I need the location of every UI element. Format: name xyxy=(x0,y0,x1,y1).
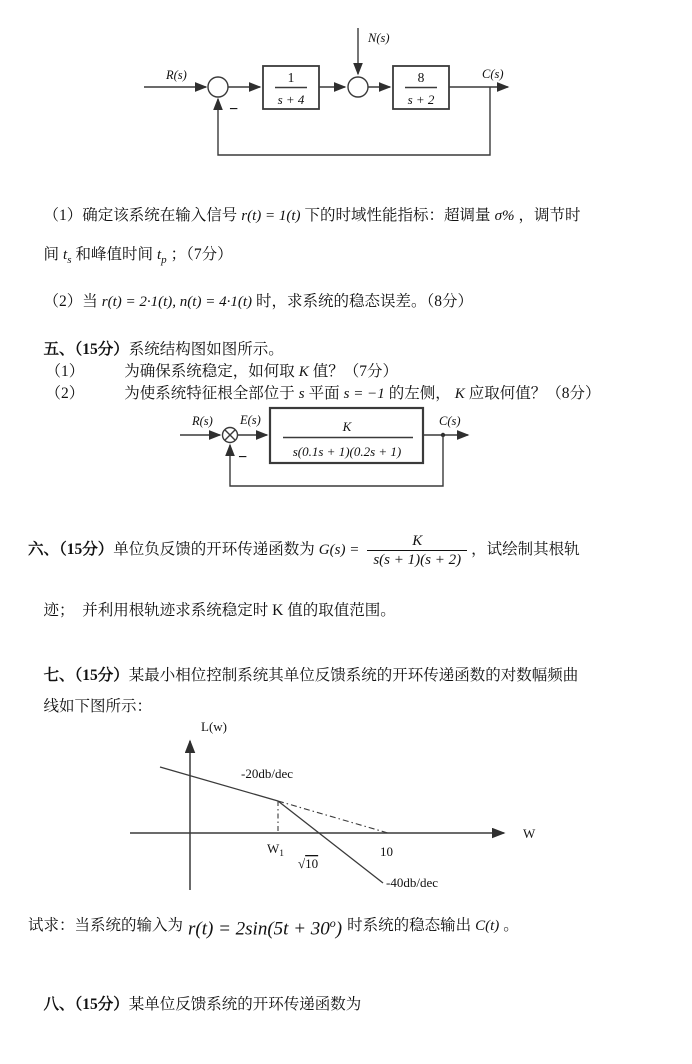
q7-ask-line xyxy=(28,908,519,944)
q6-number: 六、（15分） xyxy=(28,541,114,558)
q5-number: 五、（15分） xyxy=(43,341,129,358)
math-Ct-output: C(t) xyxy=(475,918,500,934)
r-input-label: R(s) xyxy=(192,414,213,428)
math-K-2: K xyxy=(454,386,465,402)
math-K-1: K xyxy=(298,364,309,380)
asymptote-dashdot-line xyxy=(278,801,388,833)
y-axis-label: L(w) xyxy=(201,719,227,734)
q8-text: 某单位反馈系统的开环传递函数为 xyxy=(128,996,362,1013)
q4-part2-text2: 时，求系统的稳态误差。（8分） xyxy=(255,293,473,310)
q4-part1b-text2: 和峰值时间 xyxy=(75,246,153,263)
ts-subscript: s xyxy=(67,254,72,266)
slope-40-label: -40db/dec xyxy=(386,875,438,890)
q4-part2-text1: （2）当 xyxy=(43,293,98,310)
q5-item1-text2: 值？（7分） xyxy=(312,363,399,380)
x-axis-label: W xyxy=(523,826,536,841)
bode-magnitude-plot xyxy=(100,705,580,905)
q5-item2-text4: 应取何值？（8分） xyxy=(468,385,601,402)
math-input-sinusoid: $r(t) = 2\sin(5t + 30^o)$ xyxy=(188,915,343,940)
q8-number: 八、（15分） xyxy=(43,996,129,1013)
q6-line2 xyxy=(28,581,396,641)
fraction-denominator: s(s + 1)(s + 2) xyxy=(367,550,467,569)
summing-junction-1 xyxy=(208,77,228,97)
slope-40-segment xyxy=(278,801,383,883)
math-open-loop-fraction xyxy=(367,532,467,569)
q8-heading xyxy=(28,975,361,1035)
q6-text3: 迹； 并利用根轨迹求系统稳定时 K 值的取值范围。 xyxy=(43,602,396,619)
q7-text2: 线如下图所示： xyxy=(43,698,153,715)
q7b-text2: 时系统的稳态输出 xyxy=(347,917,472,934)
math-ts: $t_s$ xyxy=(63,247,72,266)
minus-sign: − xyxy=(229,101,239,118)
block-denominator: s(0.1s + 1)(0.2s + 1) xyxy=(292,444,402,459)
q6-line1 xyxy=(28,524,580,576)
ten-tick-label: 10 xyxy=(380,844,393,859)
summing-junction-2 xyxy=(348,77,368,97)
q7b-text3: 。 xyxy=(503,917,519,934)
w1-tick-label: $W_1$ xyxy=(267,841,285,859)
q4-part1-text1: （1）确定该系统在输入信号 xyxy=(43,207,238,224)
block-diagram-1 xyxy=(130,12,550,167)
c-output-label: C(s) xyxy=(439,414,461,428)
fraction-numerator: K xyxy=(412,532,423,549)
q5-item1-text: 为确保系统稳定，如何取 xyxy=(124,363,295,380)
q5-item1-index: （1） xyxy=(45,363,85,380)
q4-part1-text3: ，调节时 xyxy=(518,207,581,224)
c-output-label: C(s) xyxy=(482,67,504,81)
q6-text2: ，试绘制其根轨 xyxy=(471,541,580,558)
q5-title: 系统结构图如图所示。 xyxy=(128,341,284,358)
minus-sign: − xyxy=(238,449,248,466)
sqrt10-tick-label: √10 xyxy=(298,856,319,871)
block1-denominator: s + 4 xyxy=(277,92,305,107)
math-sigma-percent: σ% xyxy=(494,208,515,224)
q5-item2-text1: 为使系统特征根全部位于 xyxy=(124,385,295,402)
e-error-label: E(s) xyxy=(240,413,261,427)
q4-part1b-text3: ；（7分） xyxy=(170,246,233,263)
q4-part1-text2: 下的时域性能指标：超调量 xyxy=(304,207,491,224)
feedback-line xyxy=(230,435,443,486)
math-s-equals-minus1: s = −1 xyxy=(343,386,385,402)
slope-20-label: -20db/dec xyxy=(241,766,293,781)
block-diagram-2 xyxy=(150,398,490,503)
math-rt-unit-step: r(t) = 1(t) xyxy=(241,208,301,224)
block2-denominator: s + 2 xyxy=(407,92,435,107)
q5-item2-index: （2） xyxy=(45,385,85,402)
degree-superscript: o xyxy=(329,915,336,930)
block1-numerator: 1 xyxy=(287,70,295,85)
r-input-label: R(s) xyxy=(166,68,187,82)
q6-text1: 单位负反馈的开环传递函数为 xyxy=(113,541,315,558)
q7-text1: 某最小相位控制系统其单位反馈系统的开环传递函数的对数幅频曲 xyxy=(128,667,579,684)
math-rt-nt-steps: r(t) = 2·1(t), n(t) = 4·1(t) xyxy=(101,294,252,310)
q5-item2-text3: 的左侧， xyxy=(388,385,451,402)
math-s-plane: s xyxy=(298,386,305,402)
block-numerator: K xyxy=(342,419,352,434)
block2-numerator: 8 xyxy=(417,70,425,85)
q5-item2-text2: 平面 xyxy=(308,385,340,402)
q7-number: 七、（15分） xyxy=(43,667,129,684)
math-Gs-equals: G(s) = xyxy=(318,542,360,558)
math-tp: $t_p$ xyxy=(156,247,167,266)
q4-part1b-text1: 间 xyxy=(43,246,60,263)
n-noise-label: N(s) xyxy=(368,31,390,45)
tp-subscript: p xyxy=(161,254,167,266)
q7b-text1: 试求：当系统的输入为 xyxy=(28,917,184,934)
